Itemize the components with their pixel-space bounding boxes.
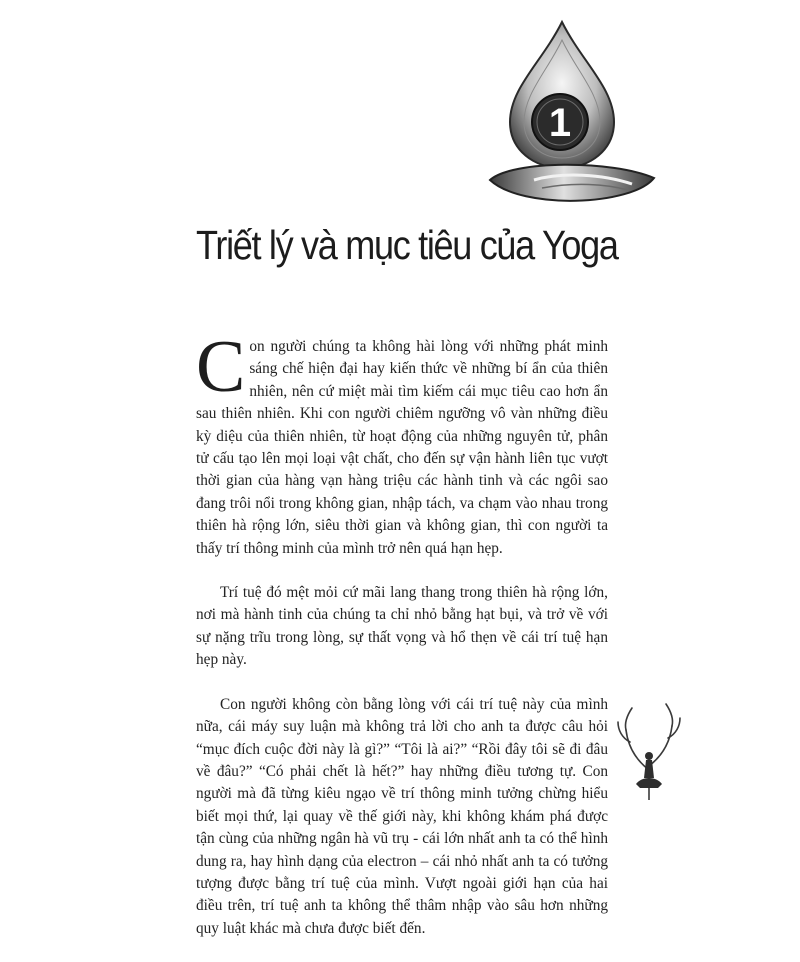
tree-meditation-figure-icon bbox=[612, 700, 686, 800]
chapter-body bbox=[196, 326, 608, 962]
lotus-leaf-icon bbox=[490, 165, 654, 201]
body-paragraph: Trí tuệ đó mệt mỏi cứ mãi lang thang trong thiên hà rộng lớn, nơi mà hành tinh của chúng ta chỉ nhỏ bằng hạt bụi, và trở về với sự nặng trĩu trong lòng, sự thất vọng và hổ thẹn về cái trí tuệ hạn hẹp này. bbox=[196, 584, 608, 669]
chapter-title: Triết lý và mục tiêu của Yoga bbox=[196, 222, 618, 268]
body-paragraph: Con người không còn bằng lòng với cái trí tuệ này của mình nữa, cái máy suy luận mà không trả lời cho anh ta được câu hỏi “mục đích cuộc đời này là gì?” “Tôi là ai?” “Rồi đây tôi sẽ đi đâu về đâu?” “Có phải chết là hết?” hay những điều tương tự. Con người mà đã từng kiêu ngạo về trí thông minh tưởng chừng hiểu biết mọi thứ, lại quay về thế giới này, khi không khám phá được tận cùng của những ngân hà vũ trụ - cái lớn nhất anh ta có thể hình dung ra, hay hình dạng của electron – cái nhỏ nhất anh ta có tưởng tượng được bằng trí tuệ của mình. Vượt ngoài giới hạn của hai điều trên, trí tuệ anh ta không thể thâm nhập vào sâu hơn những quy luật khác mà chưa được biết đến. bbox=[196, 695, 608, 937]
chapter-number: 1 bbox=[548, 101, 572, 145]
intro-text: on người chúng ta không hài lòng với những phát minh sáng chế hiện đại hay kiến thức về những bí ẩn của thiên nhiên, nên cứ miệt mài tìm kiếm cái mục tiêu cao hơn ẩn sau thiên nhiên. Khi con người chiêm ngưỡng vô vàn những điều kỳ diệu của thiên nhiên, từ hoạt động của những nguyên tử, phân tử cấu tạo lên mọi loại vật chất, cho đến sự vận hành liên tục vượt thời gian của hàng vạn hàng triệu các hành tinh và các ngôi sao đang trôi nổi trong không gian, nhập tách, va chạm vào nhau trong thiên hà rộng lớn, siêu thời gian và không gian, thì con người ta thấy trí thông minh của mình trở nên quá hạn hẹp. bbox=[196, 338, 608, 557]
chapter-emblem bbox=[482, 10, 662, 210]
drop-cap: C bbox=[196, 326, 246, 408]
intro-paragraph bbox=[196, 326, 608, 560]
